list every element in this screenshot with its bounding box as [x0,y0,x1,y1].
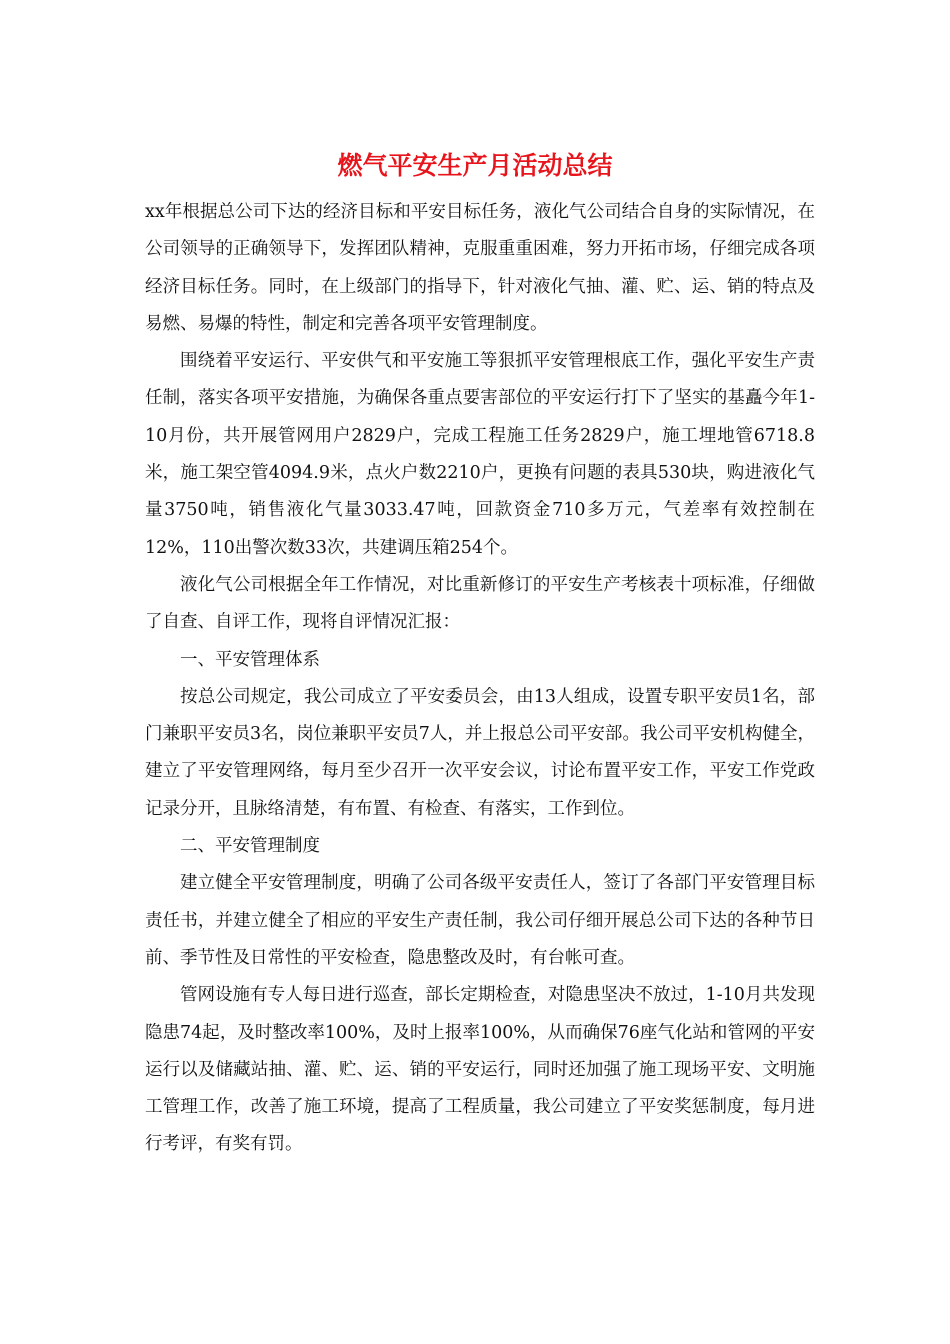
paragraph-results: 围绕着平安运行、平安供气和平安施工等狠抓平安管理根底工作，强化平安生产责任制，落实各项平安措施，为确保各重点要害部位的平安运行打下了坚实的基矗今年1-10月份，共开展管网用户2829户，完成工程施工任务2829户，施工埋地管6718.8米，施工架空管4094.9米，点火户数2210户，更换有问题的表具530块，购进液化气量3750吨，销售液化气量3033.47吨，回款资金710多万元，气差率有效控制在12%，110出警次数33次，共建调压箱254个。 [145,351,815,558]
document-title: 燃气平安生产月活动总结 [337,151,613,180]
paragraph-pipeline-inspection: 管网设施有专人每日进行巡查，部长定期检查，对隐患坚决不放过，1-10月共发现隐患74起，及时整改率100%，及时上报率100%，从而确保76座气化站和管网的平安运行以及储藏站抽、灌、贮、运、销的平安运行，同时还加强了施工现场平安、文明施工管理工作，改善了施工环境，提高了工程质量，我公司建立了平安奖惩制度，每月进行考评，有奖有罚。 [145,985,815,1155]
section-heading-management-system: 一、平安管理体系 [180,649,320,670]
paragraph-self-evaluation: 液化气公司根据全年工作情况，对比重新修订的平安生产考核表十项标准，仔细做了自查、自评工作，现将自评情况汇报： [145,574,815,633]
paragraph-intro: xx年根据总公司下达的经济目标和平安目标任务，液化气公司结合自身的实际情况，在公司领导的正确领导下，发挥团队精神，克服重重困难，努力开拓市场，仔细完成各项经济目标任务。同时，在上级部门的指导下，针对液化气抽、灌、贮、运、销的特点及易燃、易爆的特性，制定和完善各项平安管理制度。 [145,202,815,334]
section-heading-management-rules: 二、平安管理制度 [180,836,320,857]
document-body [145,194,815,1164]
paragraph-management-system: 按总公司规定，我公司成立了平安委员会，由13人组成，设置专职平安员1名，部门兼职平安员3名，岗位兼职平安员7人，并上报总公司平安部。我公司平安机构健全，建立了平安管理网络，每月至少召开一次平安会议，讨论布置平安工作，平安工作党政记录分开，且脉络清楚，有布置、有检查、有落实，工作到位。 [145,686,815,819]
paragraph-management-rules: 建立健全平安管理制度，明确了公司各级平安责任人，签订了各部门平安管理目标责任书，并建立健全了相应的平安生产责任制，我公司仔细开展总公司下达的各种节日前、季节性及日常性的平安检查，隐患整改及时，有台帐可查。 [145,873,815,968]
